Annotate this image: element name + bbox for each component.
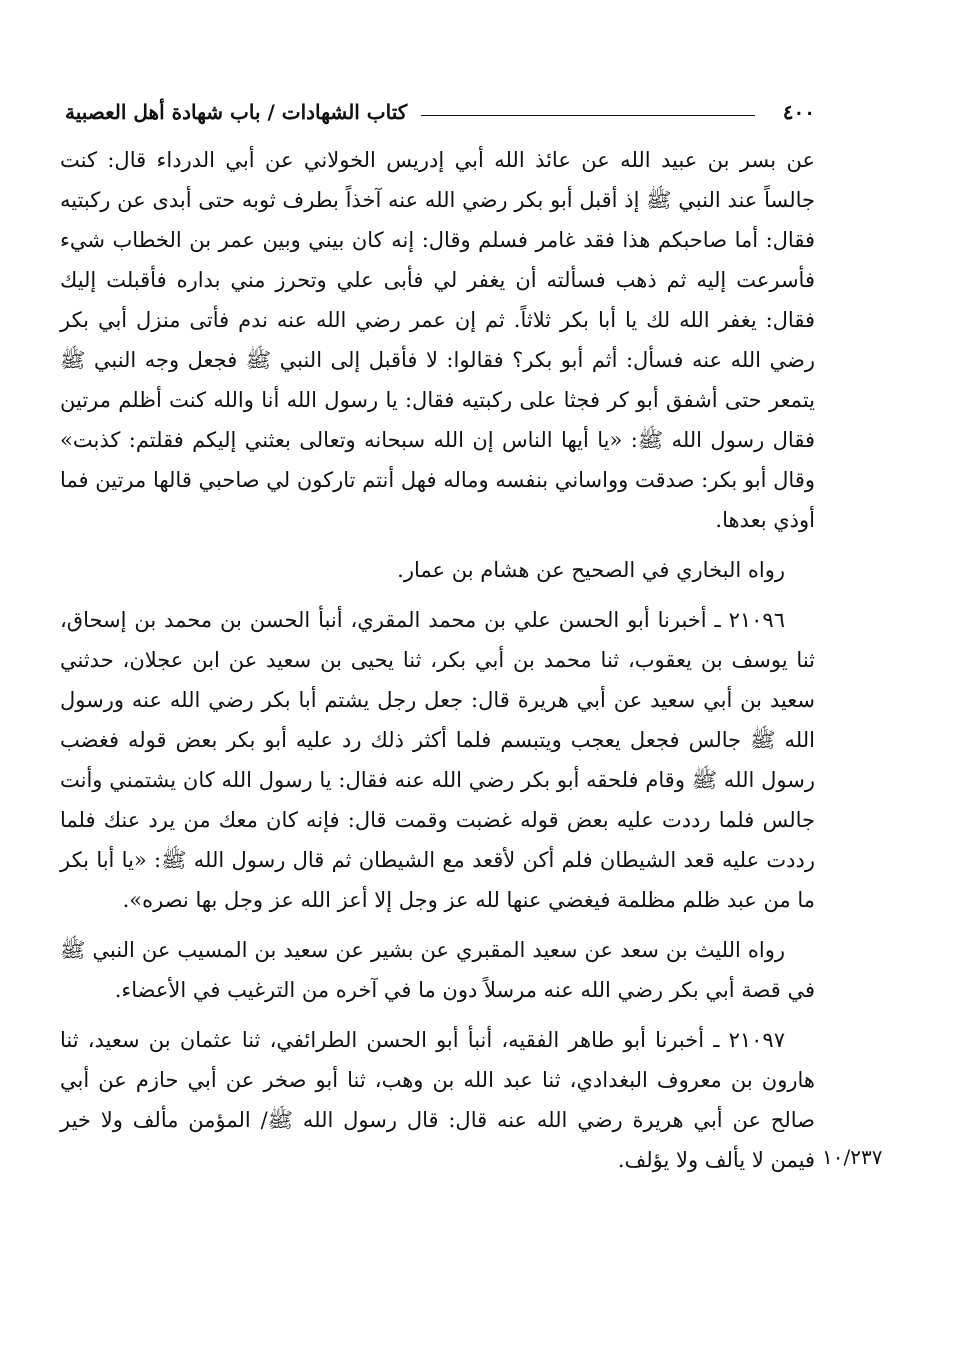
paragraph: رواه البخاري في الصحيح عن هشام بن عمار. bbox=[397, 558, 785, 582]
body-text bbox=[60, 140, 815, 1190]
header-rule bbox=[421, 115, 754, 116]
paragraph: عن بسر بن عبيد الله عن عائذ الله أبي إدريس الخولاني عن أبي الدرداء قال: كنت جالساً عند النبي ﷺ إذ أقبل أبو بكر رضي الله عنه آخذاً بطرف ثوبه حتى أبدى عن ركبتيه فقال: أما صاحبكم هذا فقد غامر فسلم وقال: إنه كان بيني وبين عمر بن الخطاب شيء فأسرعت إليه ثم ذهب فسألته أن يغفر لي فأبى علي وتحرز مني بداره فأقبلت إليك فقال: يغفر الله لك يا أبا بكر ثلاثاً. ثم إن عمر رضي الله عنه ندم فأتى منزل أبي بكر رضي الله عنه فسأل: أثم أبو بكر؟ فقالوا: لا فأقبل إلى النبي ﷺ فجعل وجه النبي ﷺ يتمعر حتى أشفق أبو كر فجثا على ركبتيه فقال: يا رسول الله أنا والله كنت أظلم مرتين فقال رسول الله ﷺ: «يا أيها الناس إن الله سبحانه وتعالى بعثني إليكم فقلتم: كذبت» وقال أبو بكر: صدقت وواساني بنفسه وماله فهل أنتم تاركون لي صاحبي قالها مرتين فما أوذي بعدها. bbox=[60, 148, 815, 532]
margin-volume-reference: ١٠/٢٣٧ bbox=[822, 1145, 883, 1169]
page-header bbox=[65, 88, 815, 124]
paragraph: رواه الليث بن سعد عن سعيد المقبري عن بشير عن سعيد بن المسيب عن النبي ﷺ في قصة أبي بكر رضي الله عنه مرسلاً دون ما في آخره من الترغيب في الأعضاء. bbox=[60, 938, 815, 1002]
paragraph: ٢١٠٩٧ ـ أخبرنا أبو طاهر الفقيه، أنبأ أبو الحسن الطرائفي، ثنا عثمان بن سعيد، ثنا هارون بن معروف البغدادي، ثنا عبد الله بن وهب، ثنا أبو صخر عن أبي حازم عن أبي صالح عن أبي هريرة رضي الله عنه قال: قال رسول الله ﷺ/ المؤمن مألف ولا خير فيمن لا يألف ولا يؤلف. bbox=[60, 1028, 815, 1172]
running-title: كتاب الشهادات / باب شهادة أهل العصبية bbox=[65, 100, 408, 124]
paragraph: ٢١٠٩٦ ـ أخبرنا أبو الحسن علي بن محمد المقري، أنبأ الحسن بن محمد بن إسحاق، ثنا يوسف بن يعقوب، ثنا محمد بن أبي بكر، ثنا يحيى بن سعيد عن ابن عجلان، حدثني سعيد بن أبي سعيد عن أبي هريرة قال: جعل رجل يشتم أبا بكر رضي الله عنه ورسول الله ﷺ جالس فجعل يعجب ويتبسم فلما أكثر ذلك رد عليه أبو بكر بعض قوله فغضب رسول الله ﷺ وقام فلحقه أبو بكر رضي الله عنه فقال: يا رسول الله كان يشتمني وأنت جالس فلما رددت عليه بعض قوله غضبت وقمت قال: فإنه كان معك من يرد عنك فلما رددت عليه قعد الشيطان فلم أكن لأقعد مع الشيطان ثم قال رسول الله ﷺ: «يا أبا بكر ما من عبد ظلم مظلمة فيغضي عنها لله عز وجل إلا أعز الله عز وجل بها نصره». bbox=[60, 608, 815, 912]
page-number: ٤٠٠ bbox=[782, 100, 815, 124]
